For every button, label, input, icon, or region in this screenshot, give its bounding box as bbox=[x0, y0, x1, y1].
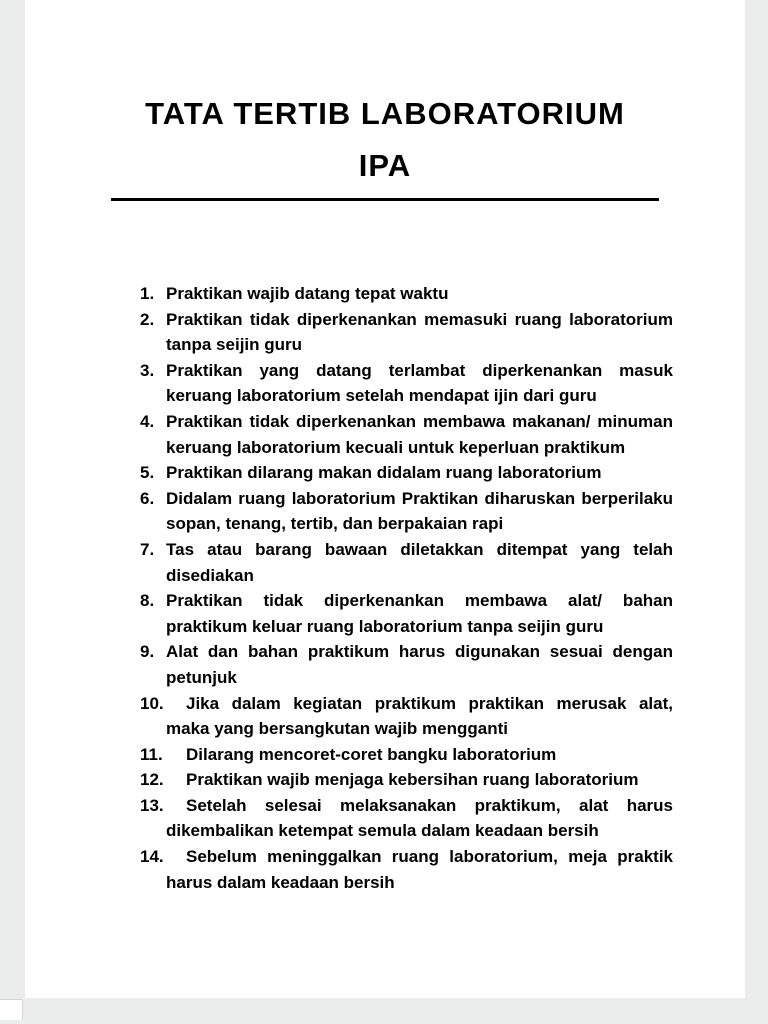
rule-number: 13. bbox=[140, 795, 164, 815]
rule-number: 10. bbox=[140, 693, 164, 713]
rule-text: Jika dalam kegiatan praktikum praktikan merusak alat, maka yang bersangkutan wajib mengganti bbox=[166, 693, 673, 739]
rule-text: Praktikan dilarang makan didalam ruang laboratorium bbox=[166, 463, 602, 483]
rule-item bbox=[140, 588, 673, 639]
rule-item bbox=[140, 358, 673, 409]
rule-text: Praktikan tidak diperkenankan membawa makanan/ minuman keruang laboratorium kecuali untuk keperluan praktikum bbox=[166, 411, 673, 457]
rule-number: 7. bbox=[140, 539, 155, 559]
page-title-line2: IPA bbox=[358, 148, 412, 183]
rules-list bbox=[140, 281, 673, 895]
rule-number: 14. bbox=[140, 847, 164, 867]
rule-item bbox=[140, 409, 673, 460]
rule-item bbox=[140, 691, 673, 742]
rule-text: Praktikan tidak diperkenankan membawa alat/ bahan praktikum keluar ruang laboratorium tanpa seijin guru bbox=[166, 591, 673, 636]
rule-text: Alat dan bahan praktikum harus digunakan sesuai dengan petunjuk bbox=[166, 642, 673, 687]
rule-item bbox=[140, 307, 673, 358]
rule-number: 4. bbox=[140, 411, 155, 431]
rule-item bbox=[140, 486, 673, 537]
rule-text: Praktikan tidak diperkenankan memasuki ruang laboratorium tanpa seijin guru bbox=[166, 309, 673, 355]
rule-item bbox=[140, 639, 673, 690]
rule-text: Tas atau barang bawaan diletakkan ditempat yang telah disediakan bbox=[166, 539, 673, 585]
document-page bbox=[25, 0, 745, 998]
rule-text: Setelah selesai melaksanakan praktikum, alat harus dikembalikan ketempat semula dalam keadaan bersih bbox=[166, 795, 673, 841]
rule-text: Sebelum meninggalkan ruang laboratorium, meja praktik harus dalam keadaan bersih bbox=[166, 847, 673, 892]
rule-text: Praktikan wajib menjaga kebersihan ruang laboratorium bbox=[186, 770, 639, 790]
rule-number: 8. bbox=[140, 591, 155, 611]
rule-number: 6. bbox=[140, 488, 155, 508]
rule-item bbox=[140, 281, 673, 307]
title-block bbox=[25, 0, 745, 201]
rule-number: 3. bbox=[140, 360, 155, 380]
title-underline-divider bbox=[111, 198, 659, 201]
corner-artifact bbox=[0, 999, 23, 1020]
rule-text: Praktikan yang datang terlambat diperkenankan masuk keruang laboratorium setelah mendapat ijin dari guru bbox=[166, 360, 673, 406]
rule-number: 9. bbox=[140, 642, 155, 662]
rule-text: Dilarang mencoret-coret bangku laboratorium bbox=[186, 744, 557, 764]
rule-text: Didalam ruang laboratorium Praktikan diharuskan berperilaku sopan, tenang, tertib, dan berpakaian rapi bbox=[166, 488, 673, 534]
rule-text: Praktikan wajib datang tepat waktu bbox=[166, 284, 449, 303]
rule-item bbox=[140, 793, 673, 844]
rule-item bbox=[140, 537, 673, 588]
rule-number: 1. bbox=[140, 284, 155, 303]
page-title-line1: TATA TERTIB LABORATORIUM bbox=[145, 96, 625, 131]
rule-item bbox=[140, 460, 673, 486]
rule-item bbox=[140, 844, 673, 895]
rule-number: 11. bbox=[140, 744, 163, 764]
rule-number: 12. bbox=[140, 770, 164, 790]
rule-item bbox=[140, 742, 673, 768]
rule-number: 2. bbox=[140, 309, 155, 329]
rule-number: 5. bbox=[140, 463, 155, 483]
rule-item bbox=[140, 767, 673, 793]
